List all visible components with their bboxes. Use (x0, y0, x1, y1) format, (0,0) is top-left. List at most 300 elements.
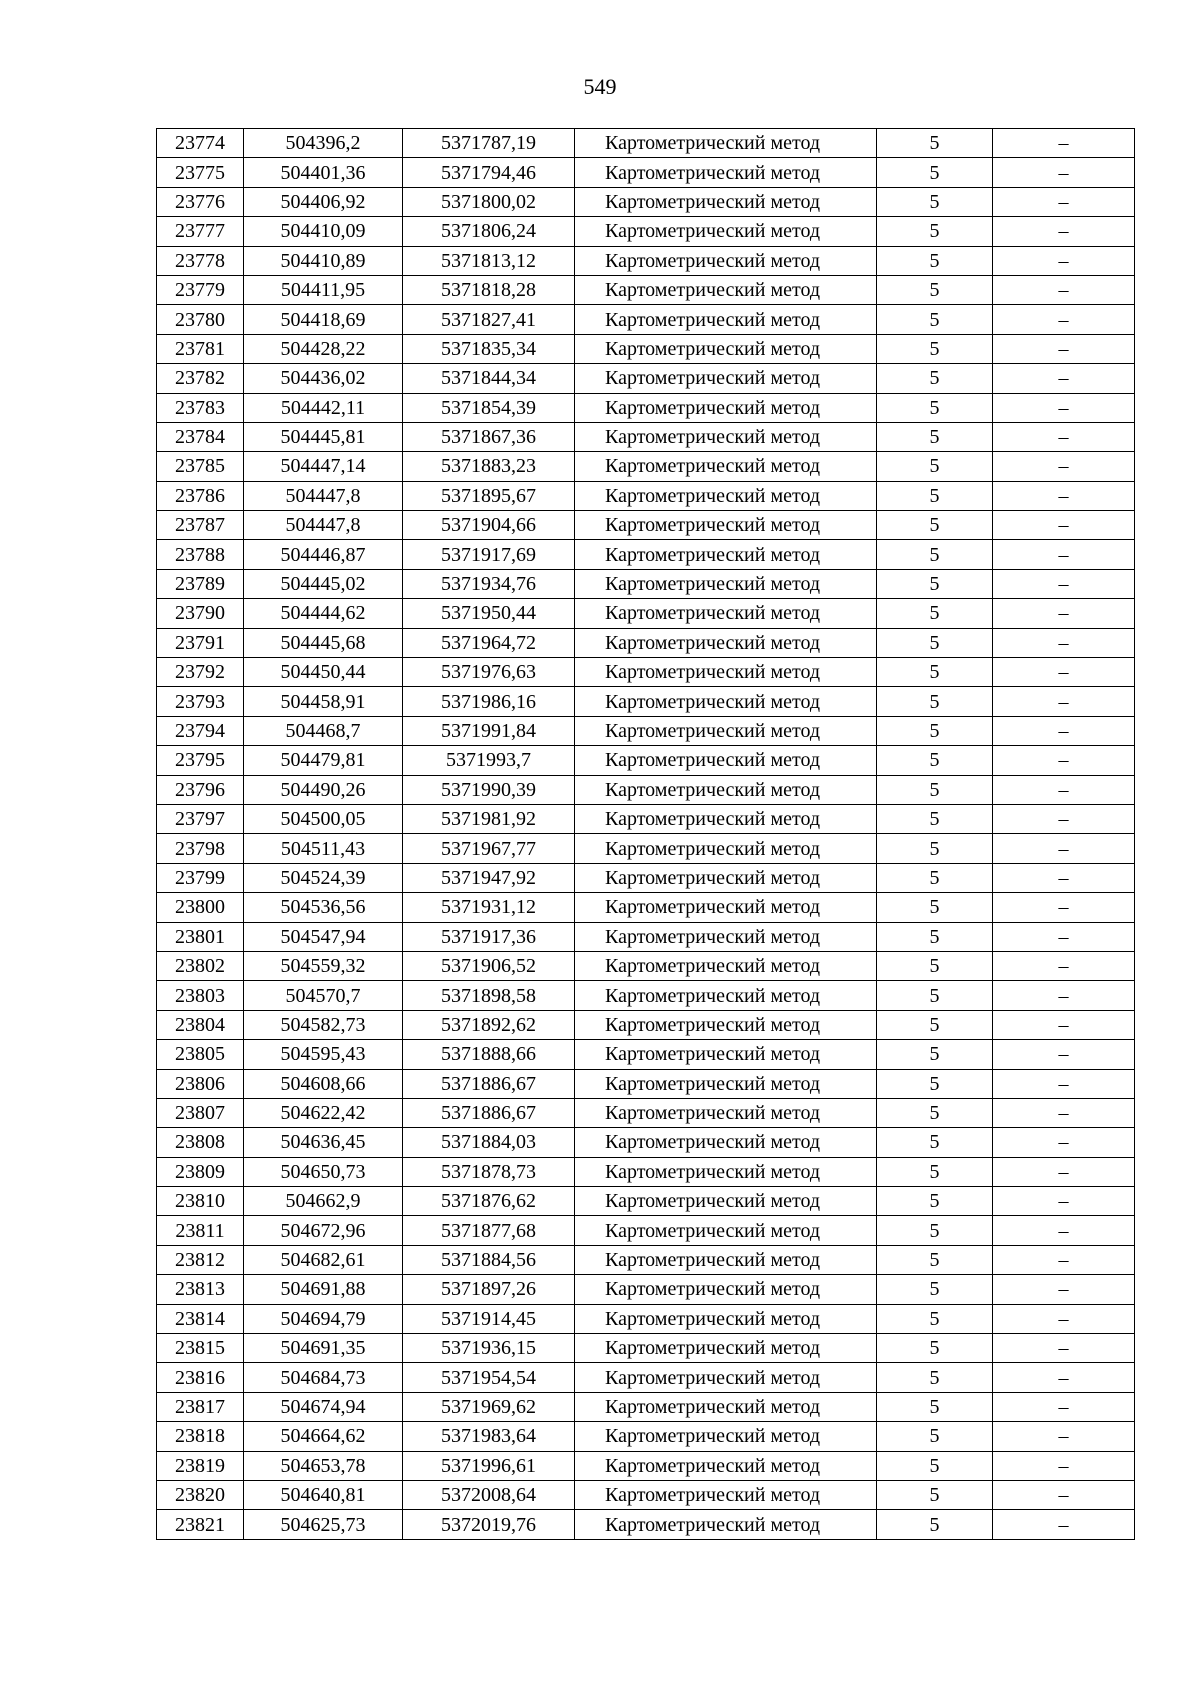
note-cell: – (993, 775, 1135, 804)
table-row (157, 540, 1135, 569)
point-number-cell: 23821 (157, 1510, 244, 1539)
table-row (157, 922, 1135, 951)
note-cell: – (993, 1157, 1135, 1186)
method-cell: Картометрический метод (575, 158, 877, 187)
x-coordinate-cell: 504447,14 (244, 452, 403, 481)
note-cell: – (993, 1422, 1135, 1451)
method-cell: Картометрический метод (575, 1510, 877, 1539)
table-row (157, 1128, 1135, 1157)
method-cell: Картометрический метод (575, 1128, 877, 1157)
accuracy-cell: 5 (877, 1334, 993, 1363)
table-row (157, 863, 1135, 892)
method-cell: Картометрический метод (575, 364, 877, 393)
point-number-cell: 23798 (157, 834, 244, 863)
method-cell: Картометрический метод (575, 129, 877, 158)
note-cell: – (993, 217, 1135, 246)
x-coordinate-cell: 504694,79 (244, 1304, 403, 1333)
note-cell: – (993, 187, 1135, 216)
x-coordinate-cell: 504436,02 (244, 364, 403, 393)
note-cell: – (993, 129, 1135, 158)
table-row (157, 1157, 1135, 1186)
point-number-cell: 23775 (157, 158, 244, 187)
accuracy-cell: 5 (877, 804, 993, 833)
table-row (157, 951, 1135, 980)
y-coordinate-cell: 5371867,36 (403, 422, 575, 451)
x-coordinate-cell: 504636,45 (244, 1128, 403, 1157)
accuracy-cell: 5 (877, 511, 993, 540)
point-number-cell: 23801 (157, 922, 244, 951)
point-number-cell: 23815 (157, 1334, 244, 1363)
note-cell: – (993, 1010, 1135, 1039)
method-cell: Картометрический метод (575, 275, 877, 304)
table-row (157, 1334, 1135, 1363)
point-number-cell: 23802 (157, 951, 244, 980)
note-cell: – (993, 951, 1135, 980)
accuracy-cell: 5 (877, 364, 993, 393)
y-coordinate-cell: 5371813,12 (403, 246, 575, 275)
accuracy-cell: 5 (877, 452, 993, 481)
y-coordinate-cell: 5371844,34 (403, 364, 575, 393)
note-cell: – (993, 1245, 1135, 1274)
y-coordinate-cell: 5371996,61 (403, 1451, 575, 1480)
table-row (157, 746, 1135, 775)
x-coordinate-cell: 504445,81 (244, 422, 403, 451)
accuracy-cell: 5 (877, 863, 993, 892)
x-coordinate-cell: 504446,87 (244, 540, 403, 569)
y-coordinate-cell: 5371993,7 (403, 746, 575, 775)
table-row (157, 1480, 1135, 1509)
accuracy-cell: 5 (877, 1157, 993, 1186)
method-cell: Картометрический метод (575, 1187, 877, 1216)
accuracy-cell: 5 (877, 1069, 993, 1098)
y-coordinate-cell: 5371806,24 (403, 217, 575, 246)
note-cell: – (993, 716, 1135, 745)
method-cell: Картометрический метод (575, 863, 877, 892)
method-cell: Картометрический метод (575, 1069, 877, 1098)
method-cell: Картометрический метод (575, 393, 877, 422)
note-cell: – (993, 452, 1135, 481)
x-coordinate-cell: 504536,56 (244, 893, 403, 922)
accuracy-cell: 5 (877, 834, 993, 863)
note-cell: – (993, 275, 1135, 304)
note-cell: – (993, 1128, 1135, 1157)
table-row (157, 569, 1135, 598)
y-coordinate-cell: 5371898,58 (403, 981, 575, 1010)
point-number-cell: 23780 (157, 305, 244, 334)
method-cell: Картометрический метод (575, 511, 877, 540)
y-coordinate-cell: 5372019,76 (403, 1510, 575, 1539)
note-cell: – (993, 1040, 1135, 1069)
accuracy-cell: 5 (877, 569, 993, 598)
accuracy-cell: 5 (877, 1245, 993, 1274)
table-row (157, 893, 1135, 922)
x-coordinate-cell: 504684,73 (244, 1363, 403, 1392)
method-cell: Картометрический метод (575, 187, 877, 216)
method-cell: Картометрический метод (575, 1040, 877, 1069)
y-coordinate-cell: 5371886,67 (403, 1098, 575, 1127)
x-coordinate-cell: 504559,32 (244, 951, 403, 980)
note-cell: – (993, 305, 1135, 334)
point-number-cell: 23796 (157, 775, 244, 804)
accuracy-cell: 5 (877, 158, 993, 187)
accuracy-cell: 5 (877, 775, 993, 804)
y-coordinate-cell: 5371897,26 (403, 1275, 575, 1304)
point-number-cell: 23785 (157, 452, 244, 481)
x-coordinate-cell: 504410,09 (244, 217, 403, 246)
accuracy-cell: 5 (877, 1363, 993, 1392)
table-row (157, 334, 1135, 363)
table-row (157, 246, 1135, 275)
accuracy-cell: 5 (877, 305, 993, 334)
point-number-cell: 23777 (157, 217, 244, 246)
point-number-cell: 23781 (157, 334, 244, 363)
table-row (157, 158, 1135, 187)
accuracy-cell: 5 (877, 1304, 993, 1333)
note-cell: – (993, 1510, 1135, 1539)
point-number-cell: 23795 (157, 746, 244, 775)
table-row (157, 422, 1135, 451)
y-coordinate-cell: 5371914,45 (403, 1304, 575, 1333)
table-row (157, 834, 1135, 863)
point-number-cell: 23791 (157, 628, 244, 657)
accuracy-cell: 5 (877, 422, 993, 451)
note-cell: – (993, 364, 1135, 393)
x-coordinate-cell: 504444,62 (244, 599, 403, 628)
x-coordinate-cell: 504653,78 (244, 1451, 403, 1480)
point-number-cell: 23783 (157, 393, 244, 422)
method-cell: Картометрический метод (575, 1392, 877, 1421)
method-cell: Картометрический метод (575, 599, 877, 628)
note-cell: – (993, 1304, 1135, 1333)
table-row (157, 187, 1135, 216)
table-row (157, 129, 1135, 158)
table-row (157, 1275, 1135, 1304)
note-cell: – (993, 1216, 1135, 1245)
note-cell: – (993, 1392, 1135, 1421)
point-number-cell: 23818 (157, 1422, 244, 1451)
method-cell: Картометрический метод (575, 217, 877, 246)
x-coordinate-cell: 504625,73 (244, 1510, 403, 1539)
table-row (157, 1245, 1135, 1274)
accuracy-cell: 5 (877, 922, 993, 951)
x-coordinate-cell: 504447,8 (244, 481, 403, 510)
method-cell: Картометрический метод (575, 1216, 877, 1245)
method-cell: Картометрический метод (575, 1451, 877, 1480)
y-coordinate-cell: 5371983,64 (403, 1422, 575, 1451)
point-number-cell: 23803 (157, 981, 244, 1010)
accuracy-cell: 5 (877, 393, 993, 422)
y-coordinate-cell: 5371934,76 (403, 569, 575, 598)
y-coordinate-cell: 5371877,68 (403, 1216, 575, 1245)
y-coordinate-cell: 5371800,02 (403, 187, 575, 216)
method-cell: Картометрический метод (575, 981, 877, 1010)
y-coordinate-cell: 5372008,64 (403, 1480, 575, 1509)
method-cell: Картометрический метод (575, 334, 877, 363)
method-cell: Картометрический метод (575, 804, 877, 833)
x-coordinate-cell: 504396,2 (244, 129, 403, 158)
accuracy-cell: 5 (877, 1040, 993, 1069)
accuracy-cell: 5 (877, 1128, 993, 1157)
y-coordinate-cell: 5371884,03 (403, 1128, 575, 1157)
accuracy-cell: 5 (877, 1422, 993, 1451)
y-coordinate-cell: 5371906,52 (403, 951, 575, 980)
note-cell: – (993, 569, 1135, 598)
y-coordinate-cell: 5371967,77 (403, 834, 575, 863)
x-coordinate-cell: 504640,81 (244, 1480, 403, 1509)
point-number-cell: 23806 (157, 1069, 244, 1098)
point-number-cell: 23808 (157, 1128, 244, 1157)
table-row (157, 1187, 1135, 1216)
point-number-cell: 23784 (157, 422, 244, 451)
table-row (157, 1069, 1135, 1098)
x-coordinate-cell: 504401,36 (244, 158, 403, 187)
table-row (157, 804, 1135, 833)
method-cell: Картометрический метод (575, 246, 877, 275)
note-cell: – (993, 687, 1135, 716)
accuracy-cell: 5 (877, 1187, 993, 1216)
point-number-cell: 23789 (157, 569, 244, 598)
y-coordinate-cell: 5371917,69 (403, 540, 575, 569)
x-coordinate-cell: 504450,44 (244, 658, 403, 687)
y-coordinate-cell: 5371787,19 (403, 129, 575, 158)
accuracy-cell: 5 (877, 1010, 993, 1039)
accuracy-cell: 5 (877, 687, 993, 716)
y-coordinate-cell: 5371986,16 (403, 687, 575, 716)
x-coordinate-cell: 504691,35 (244, 1334, 403, 1363)
point-number-cell: 23814 (157, 1304, 244, 1333)
y-coordinate-cell: 5371990,39 (403, 775, 575, 804)
accuracy-cell: 5 (877, 129, 993, 158)
accuracy-cell: 5 (877, 716, 993, 745)
x-coordinate-cell: 504445,68 (244, 628, 403, 657)
x-coordinate-cell: 504691,88 (244, 1275, 403, 1304)
x-coordinate-cell: 504447,8 (244, 511, 403, 540)
point-number-cell: 23805 (157, 1040, 244, 1069)
point-number-cell: 23816 (157, 1363, 244, 1392)
table-row (157, 452, 1135, 481)
method-cell: Картометрический метод (575, 305, 877, 334)
note-cell: – (993, 599, 1135, 628)
note-cell: – (993, 1098, 1135, 1127)
table-row (157, 305, 1135, 334)
method-cell: Картометрический метод (575, 687, 877, 716)
point-number-cell: 23804 (157, 1010, 244, 1039)
accuracy-cell: 5 (877, 658, 993, 687)
y-coordinate-cell: 5371818,28 (403, 275, 575, 304)
table-row (157, 716, 1135, 745)
method-cell: Картометрический метод (575, 481, 877, 510)
note-cell: – (993, 422, 1135, 451)
note-cell: – (993, 981, 1135, 1010)
method-cell: Картометрический метод (575, 746, 877, 775)
method-cell: Картометрический метод (575, 951, 877, 980)
note-cell: – (993, 393, 1135, 422)
point-number-cell: 23790 (157, 599, 244, 628)
note-cell: – (993, 334, 1135, 363)
y-coordinate-cell: 5371876,62 (403, 1187, 575, 1216)
accuracy-cell: 5 (877, 1275, 993, 1304)
method-cell: Картометрический метод (575, 1157, 877, 1186)
accuracy-cell: 5 (877, 1480, 993, 1509)
x-coordinate-cell: 504445,02 (244, 569, 403, 598)
table-row (157, 1363, 1135, 1392)
x-coordinate-cell: 504672,96 (244, 1216, 403, 1245)
table-row (157, 393, 1135, 422)
accuracy-cell: 5 (877, 628, 993, 657)
y-coordinate-cell: 5371947,92 (403, 863, 575, 892)
x-coordinate-cell: 504674,94 (244, 1392, 403, 1421)
y-coordinate-cell: 5371892,62 (403, 1010, 575, 1039)
method-cell: Картометрический метод (575, 1363, 877, 1392)
table-row (157, 217, 1135, 246)
y-coordinate-cell: 5371835,34 (403, 334, 575, 363)
method-cell: Картометрический метод (575, 1010, 877, 1039)
method-cell: Картометрический метод (575, 628, 877, 657)
point-number-cell: 23812 (157, 1245, 244, 1274)
note-cell: – (993, 158, 1135, 187)
table-row (157, 1010, 1135, 1039)
point-number-cell: 23800 (157, 893, 244, 922)
table-row (157, 364, 1135, 393)
method-cell: Картометрический метод (575, 716, 877, 745)
point-number-cell: 23793 (157, 687, 244, 716)
x-coordinate-cell: 504608,66 (244, 1069, 403, 1098)
x-coordinate-cell: 504650,73 (244, 1157, 403, 1186)
point-number-cell: 23799 (157, 863, 244, 892)
x-coordinate-cell: 504500,05 (244, 804, 403, 833)
accuracy-cell: 5 (877, 1451, 993, 1480)
method-cell: Картометрический метод (575, 1480, 877, 1509)
accuracy-cell: 5 (877, 1216, 993, 1245)
x-coordinate-cell: 504418,69 (244, 305, 403, 334)
note-cell: – (993, 834, 1135, 863)
table-row (157, 687, 1135, 716)
note-cell: – (993, 922, 1135, 951)
accuracy-cell: 5 (877, 1510, 993, 1539)
note-cell: – (993, 1275, 1135, 1304)
method-cell: Картометрический метод (575, 658, 877, 687)
y-coordinate-cell: 5371936,15 (403, 1334, 575, 1363)
table-row (157, 1451, 1135, 1480)
accuracy-cell: 5 (877, 981, 993, 1010)
y-coordinate-cell: 5371878,73 (403, 1157, 575, 1186)
point-number-cell: 23787 (157, 511, 244, 540)
table-row (157, 1510, 1135, 1539)
x-coordinate-cell: 504664,62 (244, 1422, 403, 1451)
y-coordinate-cell: 5371888,66 (403, 1040, 575, 1069)
accuracy-cell: 5 (877, 1098, 993, 1127)
method-cell: Картометрический метод (575, 893, 877, 922)
table-row (157, 628, 1135, 657)
table-row (157, 1216, 1135, 1245)
x-coordinate-cell: 504547,94 (244, 922, 403, 951)
table-row (157, 1304, 1135, 1333)
point-number-cell: 23786 (157, 481, 244, 510)
note-cell: – (993, 481, 1135, 510)
accuracy-cell: 5 (877, 540, 993, 569)
note-cell: – (993, 746, 1135, 775)
note-cell: – (993, 540, 1135, 569)
method-cell: Картометрический метод (575, 569, 877, 598)
table-row (157, 1422, 1135, 1451)
y-coordinate-cell: 5371895,67 (403, 481, 575, 510)
method-cell: Картометрический метод (575, 452, 877, 481)
note-cell: – (993, 863, 1135, 892)
point-number-cell: 23810 (157, 1187, 244, 1216)
method-cell: Картометрический метод (575, 775, 877, 804)
x-coordinate-cell: 504662,9 (244, 1187, 403, 1216)
note-cell: – (993, 1069, 1135, 1098)
x-coordinate-cell: 504511,43 (244, 834, 403, 863)
note-cell: – (993, 628, 1135, 657)
point-number-cell: 23776 (157, 187, 244, 216)
coordinates-table-body (157, 129, 1135, 1540)
accuracy-cell: 5 (877, 951, 993, 980)
x-coordinate-cell: 504595,43 (244, 1040, 403, 1069)
point-number-cell: 23817 (157, 1392, 244, 1421)
accuracy-cell: 5 (877, 481, 993, 510)
point-number-cell: 23820 (157, 1480, 244, 1509)
method-cell: Картометрический метод (575, 1275, 877, 1304)
table-row (157, 511, 1135, 540)
accuracy-cell: 5 (877, 893, 993, 922)
accuracy-cell: 5 (877, 246, 993, 275)
point-number-cell: 23778 (157, 246, 244, 275)
table-row (157, 481, 1135, 510)
y-coordinate-cell: 5371976,63 (403, 658, 575, 687)
y-coordinate-cell: 5371827,41 (403, 305, 575, 334)
y-coordinate-cell: 5371981,92 (403, 804, 575, 833)
method-cell: Картометрический метод (575, 834, 877, 863)
method-cell: Картометрический метод (575, 1422, 877, 1451)
point-number-cell: 23819 (157, 1451, 244, 1480)
table-row (157, 1392, 1135, 1421)
accuracy-cell: 5 (877, 217, 993, 246)
accuracy-cell: 5 (877, 746, 993, 775)
point-number-cell: 23809 (157, 1157, 244, 1186)
note-cell: – (993, 1480, 1135, 1509)
point-number-cell: 23807 (157, 1098, 244, 1127)
point-number-cell: 23813 (157, 1275, 244, 1304)
method-cell: Картометрический метод (575, 422, 877, 451)
accuracy-cell: 5 (877, 1392, 993, 1421)
x-coordinate-cell: 504468,7 (244, 716, 403, 745)
x-coordinate-cell: 504490,26 (244, 775, 403, 804)
note-cell: – (993, 511, 1135, 540)
note-cell: – (993, 1363, 1135, 1392)
point-number-cell: 23811 (157, 1216, 244, 1245)
point-number-cell: 23782 (157, 364, 244, 393)
y-coordinate-cell: 5371794,46 (403, 158, 575, 187)
y-coordinate-cell: 5371991,84 (403, 716, 575, 745)
point-number-cell: 23774 (157, 129, 244, 158)
accuracy-cell: 5 (877, 187, 993, 216)
accuracy-cell: 5 (877, 275, 993, 304)
method-cell: Картометрический метод (575, 540, 877, 569)
x-coordinate-cell: 504622,42 (244, 1098, 403, 1127)
point-number-cell: 23779 (157, 275, 244, 304)
table-row (157, 775, 1135, 804)
page-number: 549 (583, 74, 617, 99)
y-coordinate-cell: 5371931,12 (403, 893, 575, 922)
point-number-cell: 23797 (157, 804, 244, 833)
y-coordinate-cell: 5371950,44 (403, 599, 575, 628)
method-cell: Картометрический метод (575, 922, 877, 951)
y-coordinate-cell: 5371884,56 (403, 1245, 575, 1274)
method-cell: Картометрический метод (575, 1304, 877, 1333)
note-cell: – (993, 1187, 1135, 1216)
accuracy-cell: 5 (877, 599, 993, 628)
